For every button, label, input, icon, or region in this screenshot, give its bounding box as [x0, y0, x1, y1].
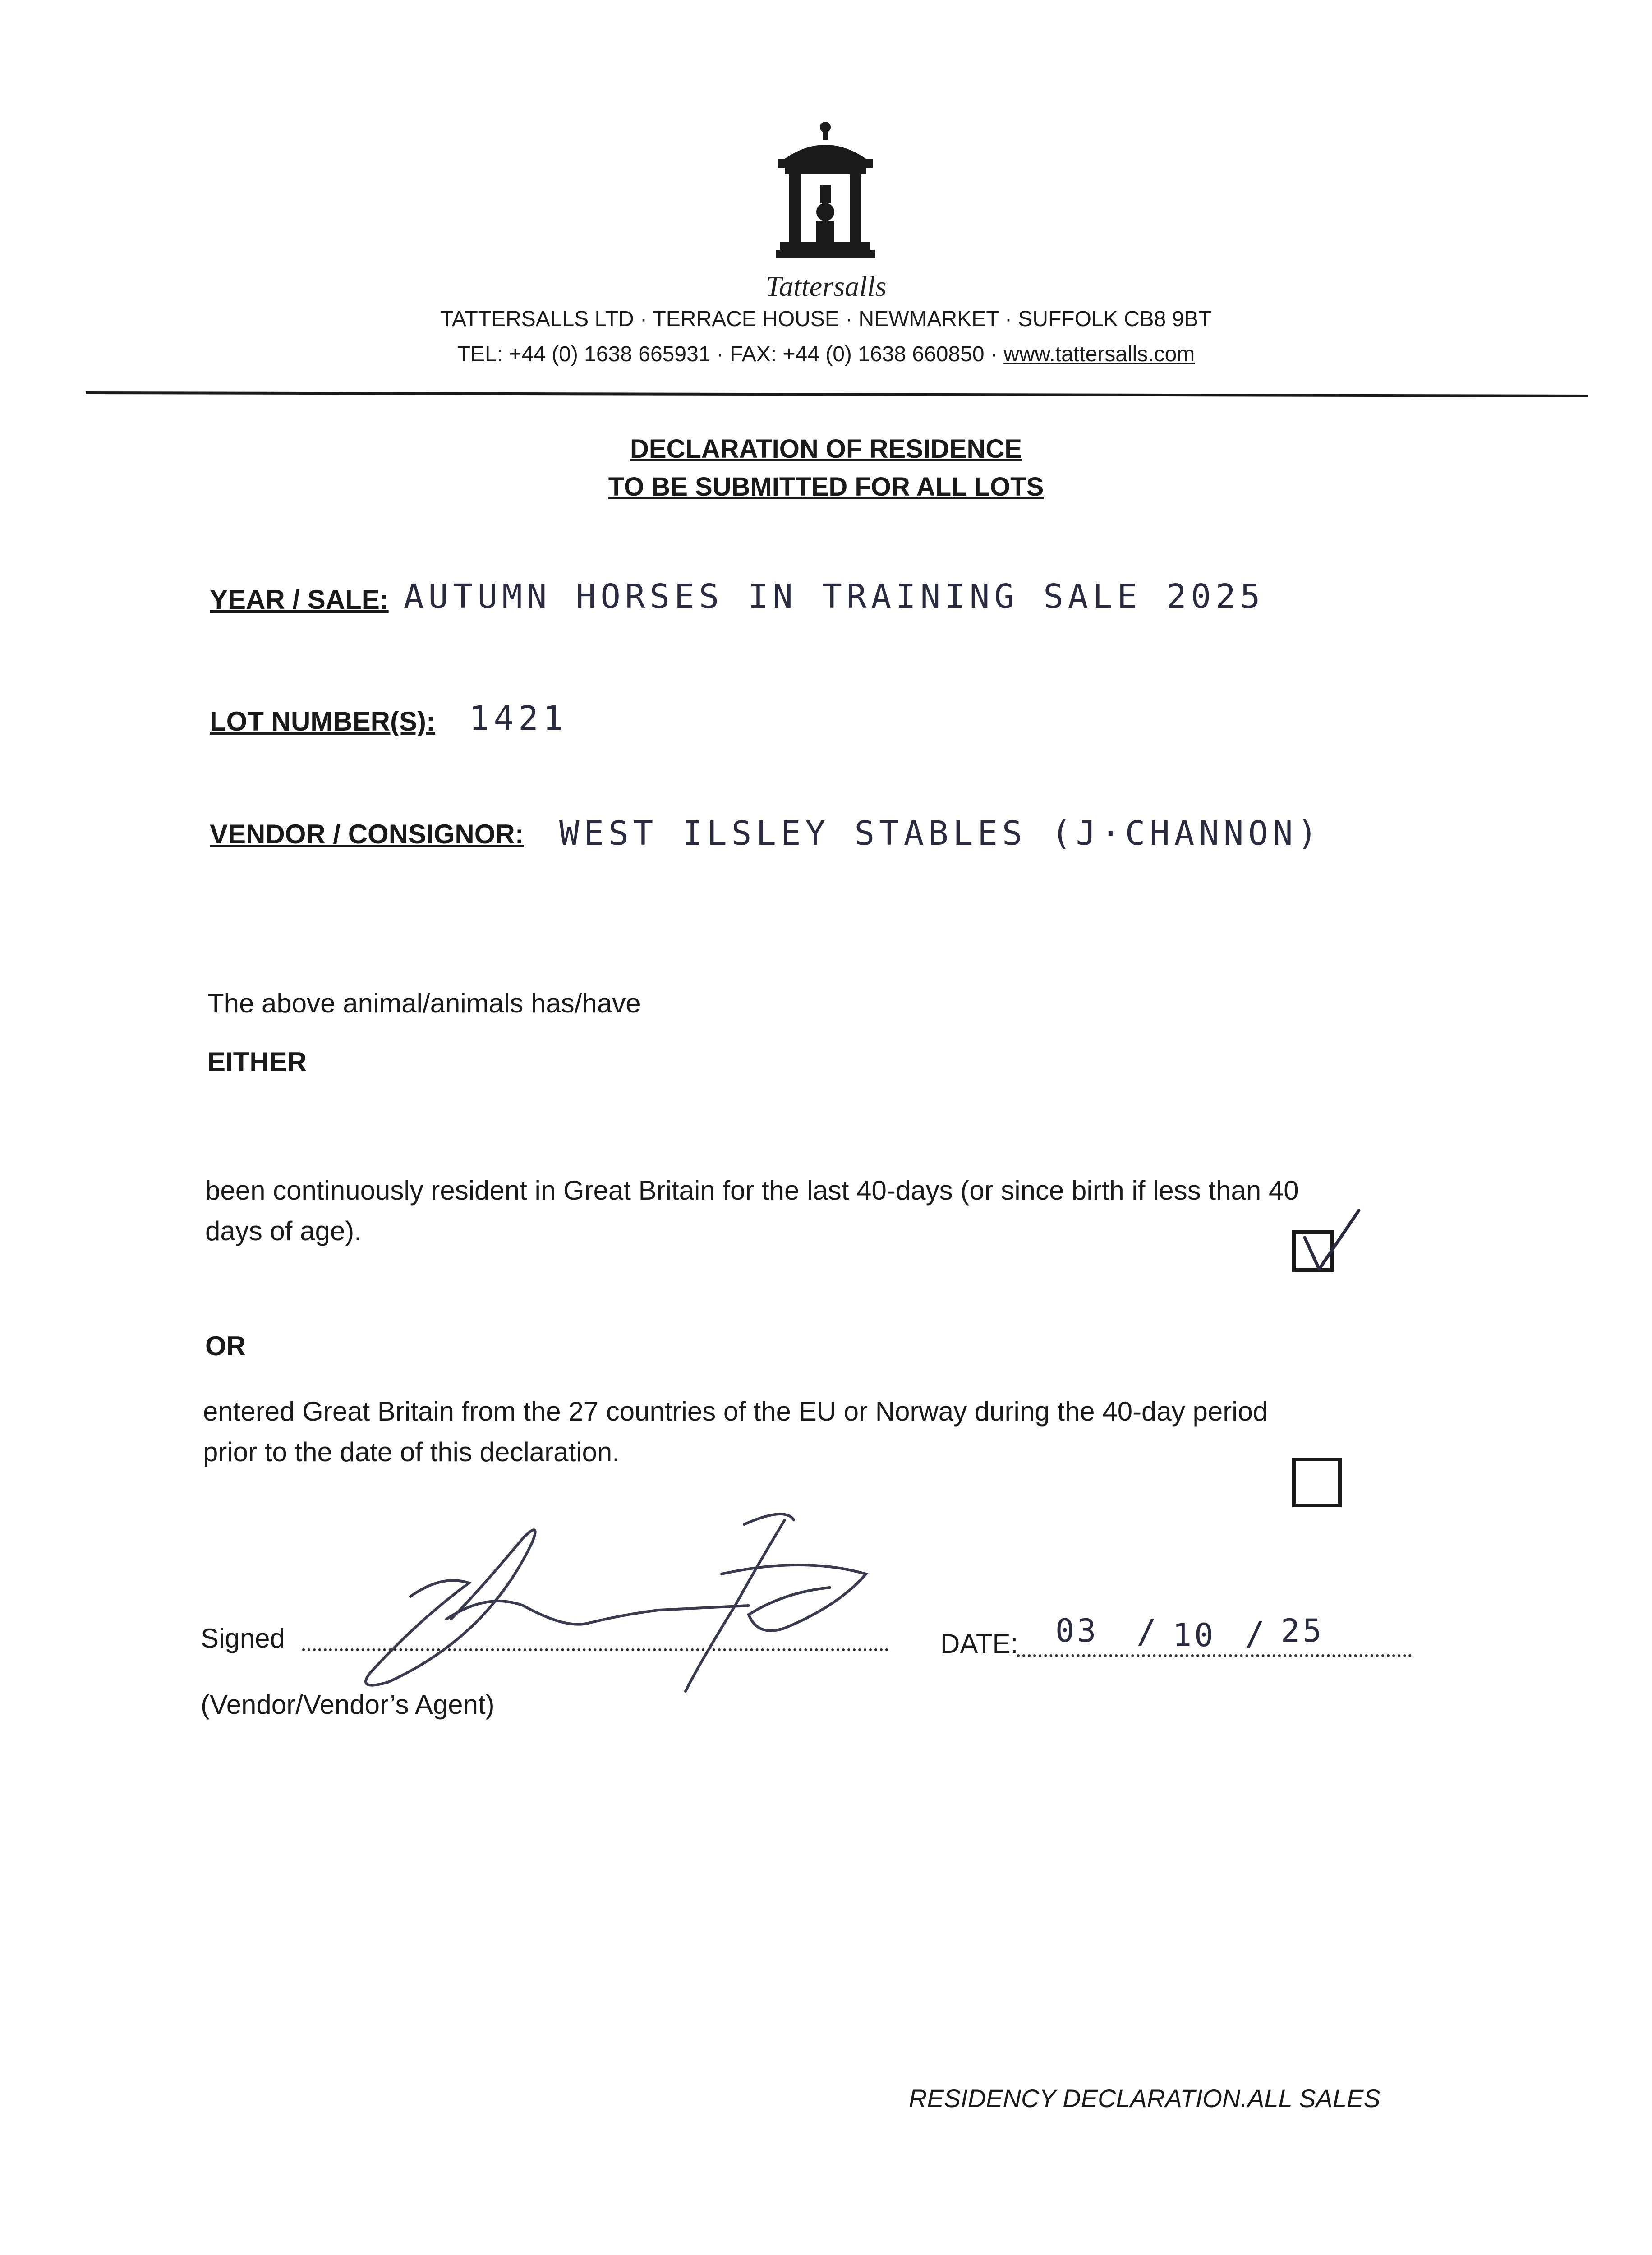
option1-checkbox[interactable] [1292, 1230, 1334, 1272]
website-link[interactable]: www.tattersalls.com [1003, 342, 1195, 366]
date-label: DATE: [940, 1629, 1018, 1659]
date-year: 25 [1281, 1612, 1325, 1649]
date-separator-2: / [1245, 1615, 1270, 1653]
contact-numbers: TEL: +44 (0) 1638 665931 · FAX: +44 (0) 1638 660850 · [457, 342, 1004, 366]
date-day: 03 [1055, 1612, 1099, 1649]
vendor-agent-label: (Vendor/Vendor’s Agent) [201, 1689, 495, 1720]
footer-label: RESIDENCY DECLARATION.ALL SALES [909, 2084, 1381, 2112]
vendor-label: VENDOR / CONSIGNOR: [210, 819, 524, 849]
lot-number-value: 1421 [469, 699, 568, 738]
year-sale-label: YEAR / SALE: [210, 584, 389, 615]
option2-text [203, 1391, 1268, 1473]
tattersalls-logo [767, 117, 884, 271]
option1-text [205, 1170, 1299, 1252]
date-month: 10 [1173, 1617, 1216, 1654]
date-line [1017, 1654, 1412, 1657]
option2-line2: prior to the date of this declaration. [203, 1437, 620, 1467]
form-subtitle: TO BE SUBMITTED FOR ALL LOTS [608, 472, 1044, 502]
vendor-value: WEST ILSLEY STABLES (J·CHANNON) [559, 814, 1322, 853]
option1-line2: days of age). [205, 1216, 362, 1246]
header-divider [86, 391, 1588, 397]
form-title: DECLARATION OF RESIDENCE [630, 434, 1022, 464]
date-separator-1: / [1137, 1612, 1161, 1651]
lot-number-label: LOT NUMBER(S): [210, 706, 435, 736]
option1-line1: been continuously resident in Great Britain for the last 40-days (or since birth if less than 40 [205, 1175, 1299, 1206]
year-sale-value: AUTUMN HORSES IN TRAINING SALE 2025 [404, 577, 1265, 616]
brand-name: Tattersalls [765, 270, 887, 302]
or-label: OR [205, 1331, 246, 1361]
checkmark-icon [1291, 1216, 1363, 1279]
signed-label: Signed [201, 1623, 285, 1653]
option2-checkbox[interactable] [1292, 1458, 1342, 1507]
either-label: EITHER [207, 1047, 307, 1077]
company-contact [0, 342, 1652, 367]
company-address: TATTERSALLS LTD · TERRACE HOUSE · NEWMARKET · SUFFOLK CB8 9BT [440, 307, 1212, 331]
declaration-intro: The above animal/animals has/have [207, 988, 641, 1018]
option2-line1: entered Great Britain from the 27 countries of the EU or Norway during the 40-day period [203, 1396, 1268, 1427]
signature-image [352, 1502, 893, 1705]
